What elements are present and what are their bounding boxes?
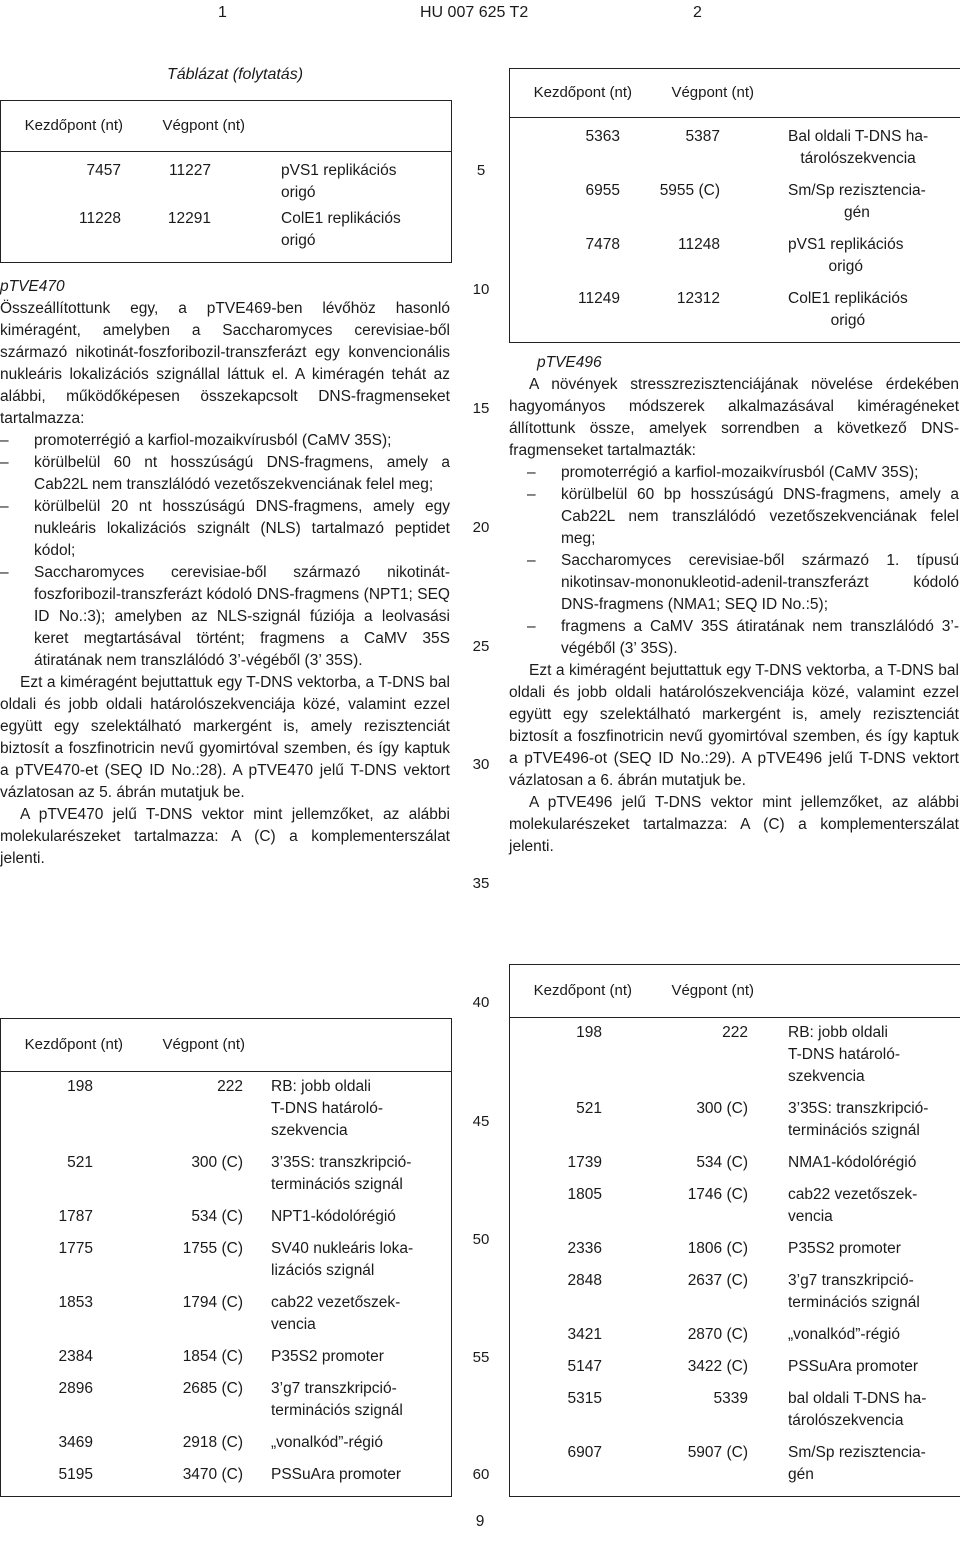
list-item: – körülbelül 60 nt hosszúságú DNS-fragmens, amely a Cab22L nem transzlálódó vezetőszekvenciának felel meg; <box>0 452 450 496</box>
paragraph: Ezt a kiméragént bejuttattuk egy T-DNS vektorba, a T-DNS bal oldali és jobb oldali határolószekvenciája közé, valamint ezzel együtt egy szelektálható markergént is, amely rezisztenciát biztosít a foszfinotricin nevű gyomirtóval szemben, és így kaptuk a pTVE496-ot (SEQ ID No.:29). A pTVE496 jelű T-DNS vektort vázlatosan a 6. ábrán mutatjuk be. <box>509 662 959 789</box>
table-row: 1775 1755 (C) SV40 nukleáris loka- lizációs szignál <box>58 1240 414 1279</box>
line-number: 10 <box>472 281 490 298</box>
table-body <box>510 1018 960 1496</box>
page-number-left: 1 <box>218 4 227 21</box>
table-header <box>1 101 451 152</box>
section-title: pTVE470 <box>0 278 65 295</box>
table-row: 5147 3422 (C) PSSuAra promoter <box>567 1358 919 1375</box>
line-number: 35 <box>472 875 490 892</box>
cell-start: 7457 <box>86 162 121 179</box>
col-end-header: Végpont (nt) <box>162 117 245 134</box>
fragment-list <box>0 430 450 672</box>
list-item: – körülbelül 20 nt hosszúságú DNS-fragmens, amely egy nukleáris lokalizációs szignált (NLS) tartalmazó peptidet kódol; <box>0 496 450 562</box>
left-column <box>0 64 450 86</box>
paragraph: A pTVE496 jelű T-DNS vektor mint jellemzőket, az alábbi molekularészeket tartalmazza: A (C) a komplementerszálat jelenti. <box>509 794 959 855</box>
cell-start: 11228 <box>79 210 121 227</box>
col-start-header: Kezdőpont (nt) <box>533 84 632 101</box>
page-number-right: 2 <box>693 4 702 21</box>
line-number: 60 <box>472 1466 490 1483</box>
cell-end: 12291 <box>167 210 211 227</box>
right-text <box>509 352 959 858</box>
table-row: 6907 5907 (C) Sm/Sp rezisztencia- gén <box>567 1444 926 1483</box>
table-caption: Táblázat (folytatás) <box>166 66 304 83</box>
line-number: 40 <box>472 994 490 1011</box>
line-number: 55 <box>472 1349 490 1366</box>
cell-desc: ColE1 replikációs origó <box>281 210 401 249</box>
section-title: pTVE496 <box>537 354 602 371</box>
cell-end: 11227 <box>169 162 211 179</box>
patent-number: HU 007 625 T2 <box>420 4 529 21</box>
table-row: 198 222 RB: jobb oldali T-DNS határoló- szekvencia <box>1 1076 451 1142</box>
line-number: 45 <box>472 1113 490 1130</box>
line-number: 20 <box>472 519 490 536</box>
cell-desc: RB: jobb oldali T-DNS határoló- szekvencia <box>271 1078 383 1139</box>
table-ptve470-continued <box>509 68 960 343</box>
paragraph: A pTVE470 jelű T-DNS vektor mint jellemzőket, az alábbi molekularészeket tartalmazza: A (C) a komplementerszálat jelenti. <box>0 806 450 867</box>
table-header <box>510 69 960 118</box>
table-continued <box>0 100 452 263</box>
table-ptve496 <box>509 964 960 1497</box>
col-end-header: Végpont (nt) <box>671 982 754 999</box>
table-body <box>510 118 960 342</box>
col-start-header: Kezdőpont (nt) <box>24 117 123 134</box>
table-row: 198 222 RB: jobb oldali T-DNS határoló- szekvencia <box>576 1024 900 1085</box>
paragraph: Ezt a kiméragént bejuttattuk egy T-DNS vektorba, a T-DNS bal oldali és jobb oldali határolószekvenciája közé, valamint ezzel együtt egy szelektálható markergént is, amely rezisztenciát biztosít a foszfinotricin nevű gyomirtóval szemben, és így kaptuk a pTVE470-et (SEQ ID No.:28). A pTVE470 jelű T-DNS vektort vázlatosan az 5. ábrán mutatjuk be. <box>0 674 450 801</box>
table-body <box>1 1072 451 1496</box>
list-item: – fragmens a CaMV 35S átiratának nem transzlálódó 3’-végéből (3’ 35S). <box>527 616 959 660</box>
line-number: 15 <box>472 400 490 417</box>
table-row: 2336 1806 (C) P35S2 promoter <box>567 1240 901 1257</box>
table-row: 521 300 (C) 3’35S: transzkripció- terminációs szignál <box>67 1154 412 1193</box>
footer-page-number: 9 <box>475 1513 485 1530</box>
table-row: 3421 2870 (C) „vonalkód”-régió <box>567 1326 900 1343</box>
line-number: 25 <box>472 638 490 655</box>
line-number: 50 <box>472 1231 490 1248</box>
paragraph: A növények stresszrezisztenciájának növelése érdekében hagyományos módszerek alkalmazásával kiméragéneket állítottunk össze, amelyek sorrendben a következő DNS-fragmenseket tartalmazták: <box>509 376 959 459</box>
table-row: 1853 1794 (C) cab22 vezetőszek- vencia <box>58 1294 401 1333</box>
table-header <box>510 965 960 1018</box>
table-row: 5315 5339 bal oldali T-DNS ha- tárolószekvencia <box>567 1390 927 1429</box>
table-row <box>1 208 451 252</box>
table-header <box>1 1019 451 1072</box>
table-ptve470 <box>0 1018 452 1497</box>
left-text <box>0 276 450 870</box>
table-row: 1805 1746 (C) cab22 vezetőszek- vencia <box>567 1186 918 1225</box>
cell-desc: pVS1 replikációs origó <box>281 162 397 201</box>
table-row <box>1 160 451 204</box>
table-row: 2384 1854 (C) P35S2 promoter <box>58 1348 384 1365</box>
table-row: 521 300 (C) 3’35S: transzkripció- terminációs szignál <box>576 1100 929 1139</box>
col-start-header: Kezdőpont (nt) <box>533 982 632 999</box>
paragraph: Összeállítottunk egy, a pTVE469-ben lévőhöz hasonló kiméragént, amelyben a Saccharomyces cerevisiae-ből származó nikotinát-foszforibozil-transzferázt egy konvencionális nukleáris lokalizációs szignállal láttuk el. A kiméragén tehát az alábbi, működőképesen összekapcsolt DNS-fragmenseket tartalmazza: <box>0 300 450 427</box>
table-body <box>1 152 451 262</box>
table-row: 6955 5955 (C) Sm/Sp rezisztencia- gén <box>585 182 926 221</box>
list-item: – Saccharomyces cerevisiae-ből származó 1. típusú nikotinsav-mononukleotid-adenil-transzferázt kódoló DNS-fragmens (NMA1; SEQ ID No.:5); <box>527 550 959 616</box>
col-end-header: Végpont (nt) <box>671 84 754 101</box>
col-end-header: Végpont (nt) <box>162 1036 245 1053</box>
table-row: 1739 534 (C) NMA1-kódolórégió <box>567 1154 917 1171</box>
table-row: 5195 3470 (C) PSSuAra promoter <box>58 1466 402 1483</box>
col-start-header: Kezdőpont (nt) <box>24 1036 123 1053</box>
list-item: – promoterrégió a karfiol-mozaikvírusból (CaMV 35S); <box>527 462 959 484</box>
line-number: 30 <box>472 756 490 773</box>
table-row: 1787 534 (C) NPT1-kódolórégió <box>58 1208 396 1225</box>
line-number: 5 <box>476 162 486 179</box>
fragment-list <box>509 462 959 660</box>
table-row: 11249 12312 ColE1 replikációs origó <box>578 290 908 329</box>
table-row: 2896 2685 (C) 3’g7 transzkripció- terminációs szignál <box>58 1380 403 1419</box>
list-item: – Saccharomyces cerevisiae-ből származó nikotinát-foszforibozil-transzferázt kódoló DNS-fragmens (NPT1; SEQ ID No.:3); amelyben az NLS-szignál fúziója a leolvasási keret megtartásával történt; fragmens a CaMV 35S átiratának nem transzlálódó 3’-végéből (3’ 35S). <box>0 562 450 672</box>
table-row: 2848 2637 (C) 3’g7 transzkripció- terminációs szignál <box>567 1272 920 1311</box>
table-row: 7478 11248 pVS1 replikációs origó <box>585 236 904 275</box>
list-item: – körülbelül 60 bp hosszúságú DNS-fragmens, amely a Cab22L nem transzlálódó vezetőszekvenciának felel meg; <box>527 484 959 550</box>
table-row: 5363 5387 Bal oldali T-DNS ha- tárolószekvencia <box>585 128 929 167</box>
list-item: – promoterrégió a karfiol-mozaikvírusból (CaMV 35S); <box>0 430 450 452</box>
table-row: 3469 2918 (C) „vonalkód”-régió <box>58 1434 383 1451</box>
